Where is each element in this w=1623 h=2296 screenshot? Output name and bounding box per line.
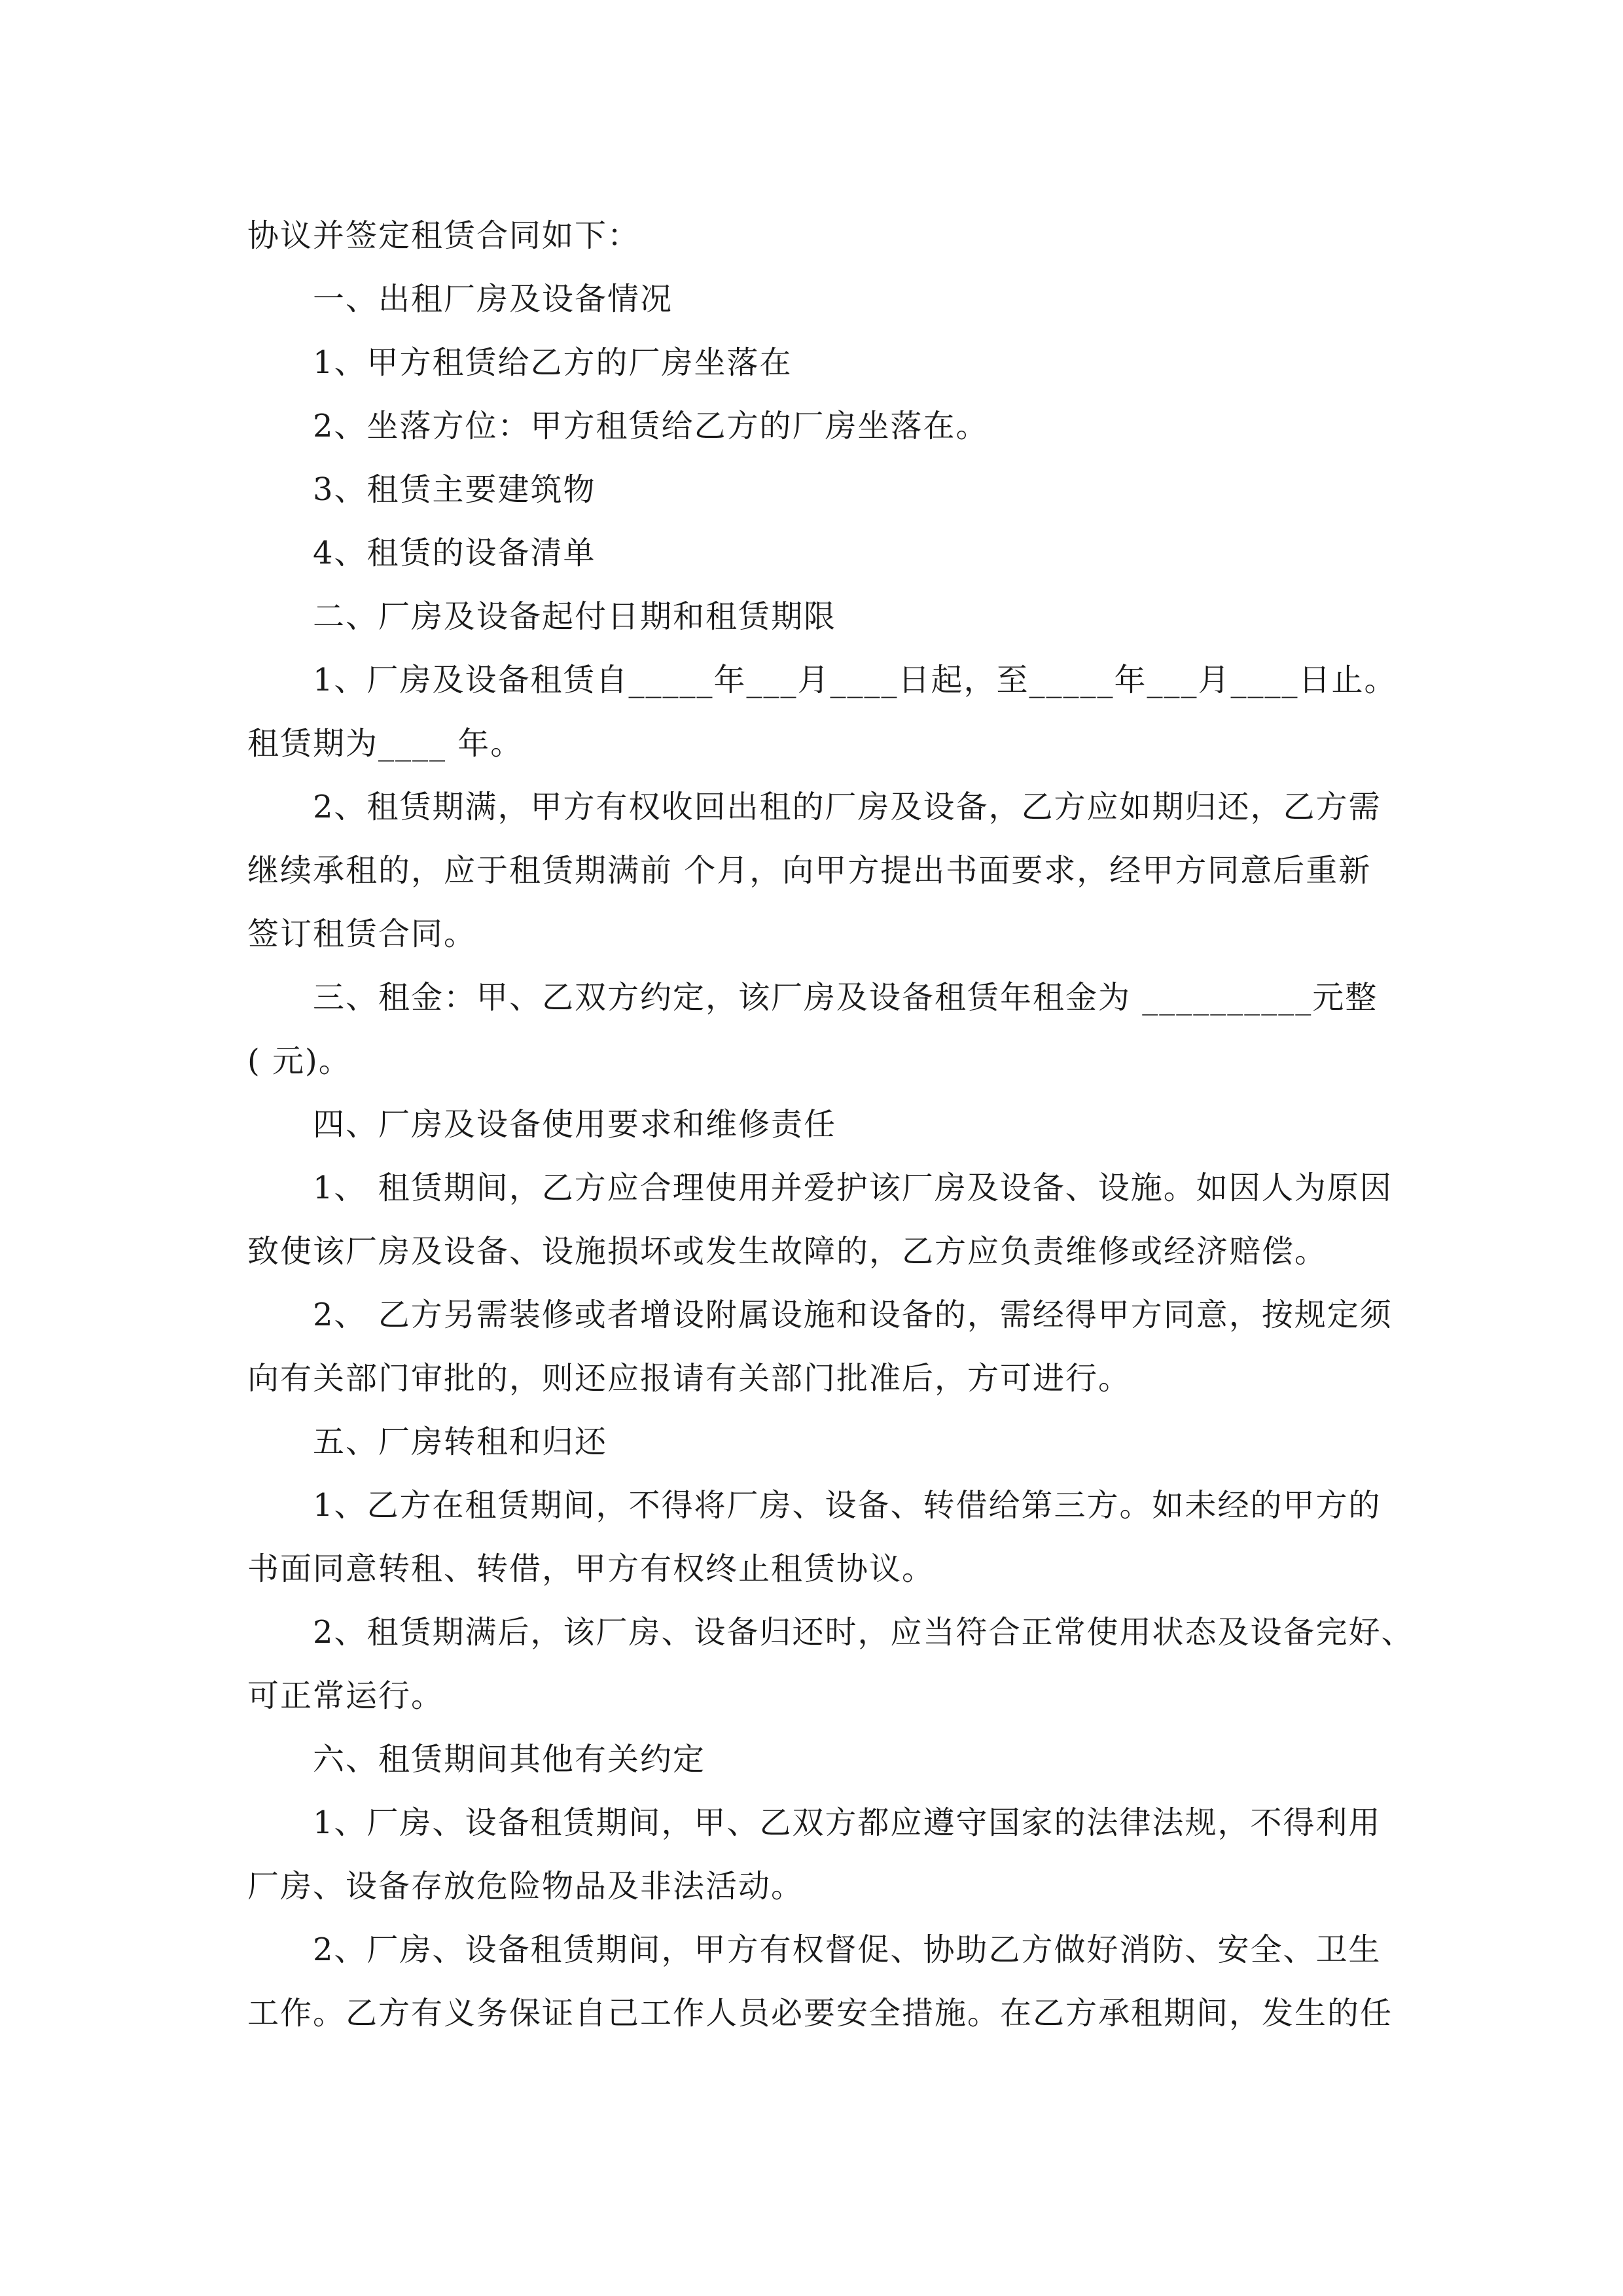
text-line: 4、租赁的设备清单 (313, 535, 596, 571)
text-line: 3、租赁主要建筑物 (313, 471, 596, 508)
text-line: 书面同意转租、转借，甲方有权终止租赁协议。 (247, 1551, 935, 1587)
section-heading: 五、厂房转租和归还 (313, 1424, 608, 1460)
contract-body (247, 204, 1414, 2045)
text-line: 签订租赁合同。 (247, 916, 477, 952)
text-line: 2、坐落方位：甲方租赁给乙方的厂房坐落在。 (313, 408, 989, 444)
section-heading: 四、厂房及设备使用要求和维修责任 (313, 1106, 837, 1143)
text-line: 2、租赁期满，甲方有权收回出租的厂房及设备，乙方应如期归还，乙方需 (313, 789, 1382, 825)
text-line: 致使该厂房及设备、设施损坏或发生故障的，乙方应负责维修或经济赔偿。 (247, 1233, 1328, 1270)
text-line: 工作。乙方有义务保证自己工作人员必要安全措施。在乙方承租期间，发生的任 (247, 1995, 1393, 2032)
text-line: 1、甲方租赁给乙方的厂房坐落在 (313, 344, 793, 381)
text-line: 继续承租的，应于租赁期满前 个月，向甲方提出书面要求，经甲方同意后重新 (247, 852, 1372, 889)
section-heading: 二、厂房及设备起付日期和租赁期限 (313, 598, 837, 635)
text-line: 租赁期为____ 年。 (247, 725, 524, 762)
text-line: 可正常运行。 (247, 1677, 444, 1714)
text-line: 协议并签定租赁合同如下： (247, 217, 641, 254)
section-heading: 三、租金：甲、乙双方约定，该厂房及设备租赁年租金为 __________元整 (313, 979, 1378, 1016)
text-line: 1、 租赁期间，乙方应合理使用并爱护该厂房及设备、设施。如因人为原因 (313, 1170, 1393, 1206)
text-line: 1、厂房、设备租赁期间，甲、乙双方都应遵守国家的法律法规，不得利用 (313, 1804, 1382, 1841)
text-line: 2、厂房、设备租赁期间，甲方有权督促、协助乙方做好消防、安全、卫生 (313, 1931, 1382, 1968)
text-line: 厂房、设备存放危险物品及非法活动。 (247, 1868, 804, 1905)
text-line: 1、乙方在租赁期间，不得将厂房、设备、转借给第三方。如未经的甲方的 (313, 1487, 1382, 1524)
text-line: 2、 乙方另需装修或者增设附属设施和设备的，需经得甲方同意，按规定须 (313, 1297, 1393, 1333)
text-line: 2、租赁期满后，该厂房、设备归还时，应当符合正常使用状态及设备完好、 (313, 1614, 1414, 1651)
section-heading: 六、租赁期间其他有关约定 (313, 1741, 706, 1778)
section-heading: 一、出租厂房及设备情况 (313, 281, 673, 317)
text-line: ( 元)。 (247, 1043, 351, 1079)
text-line: 1、厂房及设备租赁自_____年___月____日起，至_____年___月____日止。 (313, 662, 1397, 698)
text-line: 向有关部门审批的，则还应报请有关部门批准后，方可进行。 (247, 1360, 1132, 1397)
